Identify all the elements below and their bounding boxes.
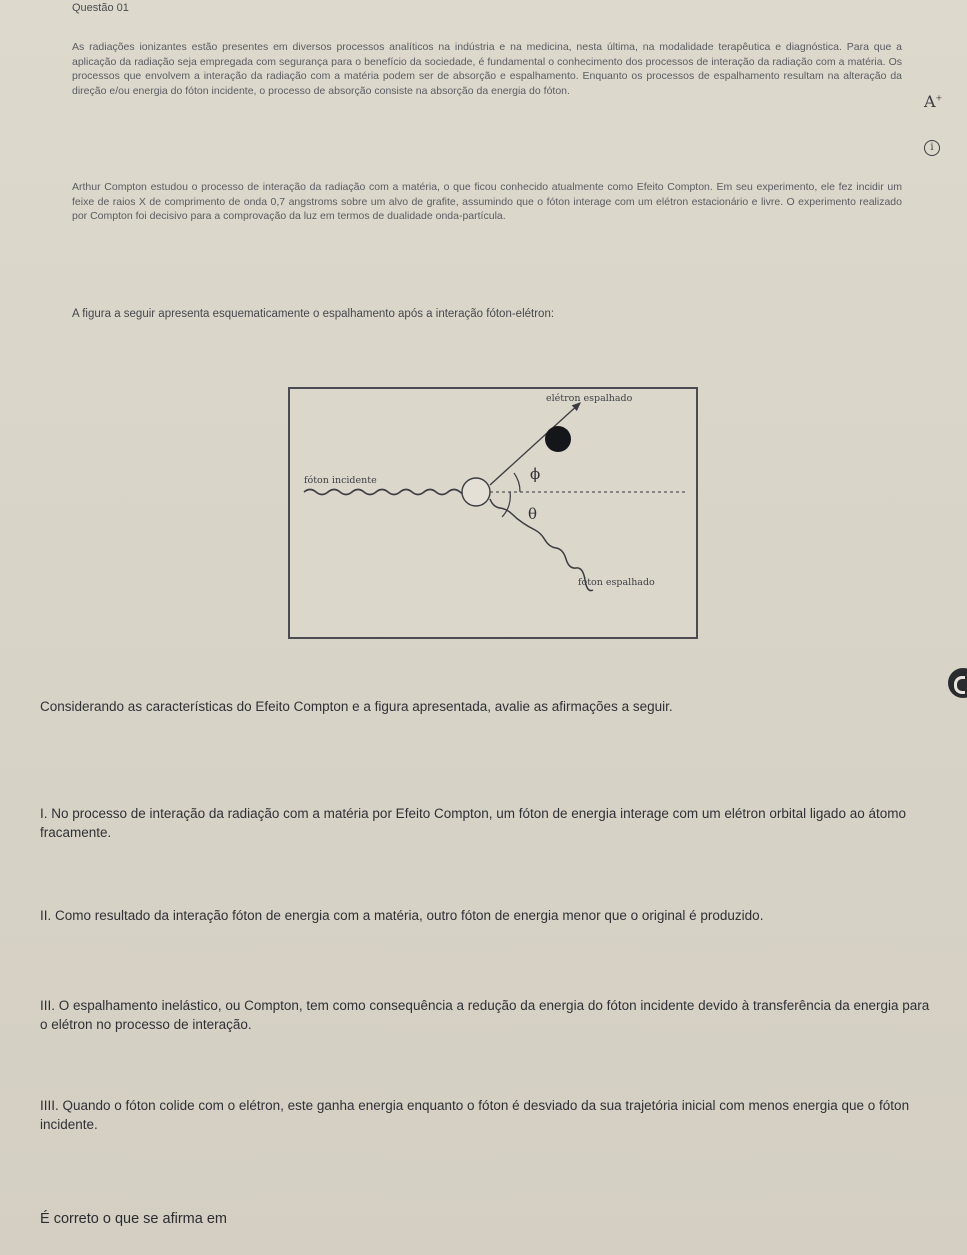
font-size-button[interactable] [924,92,942,111]
context-paragraph-2: Arthur Compton estudou o processo de interação da radiação com a matéria, o que ficou conhecido atualmente como Efeito Compton. Em seu experimento, ele fez incidir um feixe de raios X de comprimento de onda 0,7 angstroms sobre um alvo de grafite, assumindo que o fóton interage com um elétron estacionário e livre. O experimento realizado por Compton foi decisivo para a comprovação da luz em termos de dualidade onda-partícula. [72,181,902,222]
phi-arc [514,473,520,492]
compton-figure [288,387,698,639]
font-size-plus: + [935,93,943,103]
statement-4: IIII. Quando o fóton colide com o elétron, este ganha energia enquanto o fóton é desviado da sua trajetória inicial com menos energia que o fóton incidente. [40,1098,910,1132]
considering-text: Considerando as características do Efeito Compton e a figura apresentada, avalie as afirmações a seguir. [40,699,673,714]
question-title: Questão 01 [72,2,129,14]
figure-intro: A figura a seguir apresenta esquematicamente o espalhamento após a interação fóton-elétron: [72,308,555,320]
target-electron [462,478,490,506]
theta-arc [502,492,510,517]
side-panel-handle[interactable] [948,668,967,698]
scattered-photon-label: fóton espalhado [578,577,655,588]
context-paragraph-1: As radiações ionizantes estão presentes em diversos processos analíticos na indústria e na medicina, nesta última, na modalidade terapêutica e diagnóstica. Para que a aplicação da radiação seja empregada com segurança para o benefício da sociedade, é fundamental o conhecimento dos processos de interação da radiação com a matéria. Os processos que envolvem a interação da radiação com a matéria podem ser de absorção e espalhamento. Enquanto os processos de espalhamento resultam na alteração da direção e/ou energia do fóton incidente, o processo de absorção consiste na absorção da energia do fóton. [72,41,902,97]
theta-symbol: θ [528,505,538,523]
incident-photon-label: fóton incidente [304,475,377,486]
electron-label: elétron espalhado [546,393,633,404]
incident-photon-wave [304,490,472,495]
final-prompt: É correto o que se afirma em [40,1211,227,1227]
phi-symbol: ϕ [530,465,541,483]
info-icon[interactable]: i [924,140,940,156]
scattered-electron [545,426,571,452]
statement-2: II. Como resultado da interação fóton de energia com a matéria, outro fóton de energia menor que o original é produzido. [40,908,764,923]
font-size-label: A [924,92,936,111]
statement-1: I. No processo de interação da radiação com a matéria por Efeito Compton, um fóton de energia interage com um elétron orbital ligado ao átomo fracamente. [40,806,906,840]
compton-diagram [290,389,696,637]
statement-3: III. O espalhamento inelástico, ou Compton, tem como consequência a redução da energia do fóton incidente devido à transferência da energia para o elétron no processo de interação. [40,998,930,1032]
